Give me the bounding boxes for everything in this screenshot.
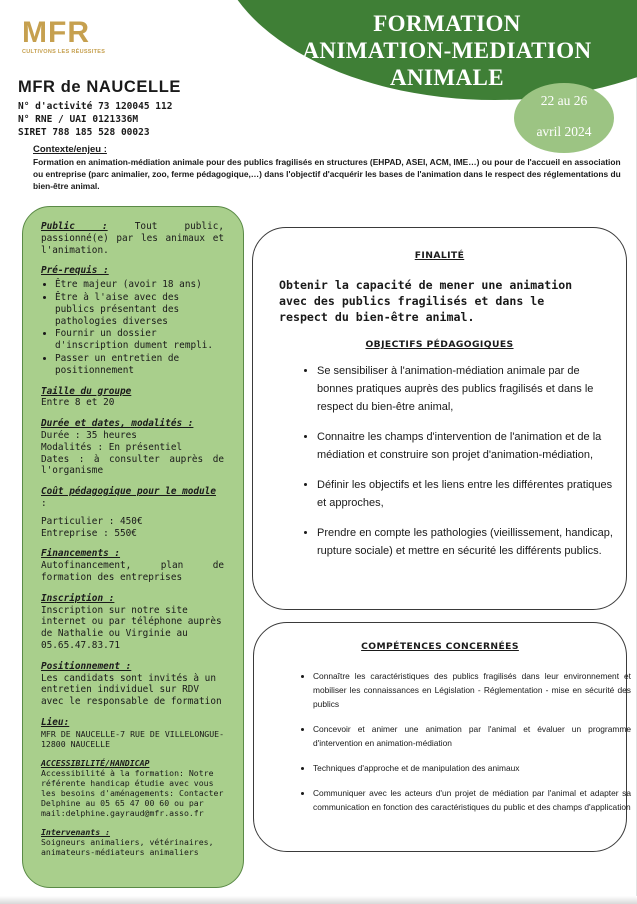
public-section	[41, 221, 224, 256]
logo-mark: MFR	[22, 16, 90, 49]
positioning-text: Les candidats sont invités à un entretien individuel sur RDV avec le responsable de formation	[41, 672, 222, 708]
list-item: • Être majeur (avoir 18 ans)	[55, 279, 224, 291]
duration-line: Durée : 35 heures	[41, 429, 137, 441]
date-line-2: avril 2024	[536, 124, 592, 139]
org-siret: SIRET 788 185 528 00023	[18, 127, 150, 138]
group-size-text: Entre 8 et 20	[41, 397, 115, 409]
funding-text: Autofinancement, plan de formation des entreprises	[41, 560, 224, 583]
speakers-text: Soigneurs animaliers, vétérinaires, animateurs-médiateurs animaliers	[41, 836, 214, 857]
competences-box	[253, 622, 631, 852]
accessibility-text: Accessibilité à la formation: Notre référente handicap étudie avec vous les besoins d'aménagements: Contacter Delphine au 05 65 47 00 60 ou par mail:delphine.gayraud@mfr.asso.fr	[41, 767, 224, 818]
group-size-label: Taille du groupe	[41, 385, 132, 397]
org-info	[18, 78, 181, 139]
list-item: • Se sensibiliser à l'animation-médiation animale par de bonnes pratiques auprès des publics fragilisés et dans le respect du bien-être animal,	[317, 362, 617, 416]
group-size-section	[41, 386, 224, 410]
prereq-list	[41, 279, 224, 376]
cost-line: Entreprise : 550€	[41, 527, 137, 539]
cost-label-suffix: :	[41, 497, 47, 509]
duration-label: Durée et dates, modalités :	[41, 418, 194, 430]
list-item: • Communiquer avec les acteurs d'un projet de médiation par l'animal et adapter sa communication en fonction des caractéristiques du public et des champs d'application	[313, 786, 631, 814]
duration-line: Dates : à consulter auprès de l'organisme	[41, 453, 224, 477]
duration-line: Modalités : En présentiel	[41, 441, 183, 453]
list-item: • Être à l'aise avec des publics présentant des pathologies diverses	[55, 292, 224, 327]
list-item: • Concevoir et animer une animation par l'animal et évaluer un programme d'intervention en animation-médiation	[313, 722, 631, 750]
list-item: • Fournir un dossier d'inscription dument rempli.	[55, 328, 224, 352]
list-item: • Passer un entretien de positionnement	[55, 353, 224, 377]
mfr-logo	[22, 18, 132, 55]
context-section	[33, 144, 627, 192]
funding-section	[41, 548, 224, 583]
speakers-label: Intervenants :	[41, 826, 111, 837]
public-label: Public :	[41, 221, 108, 232]
funding-label: Financements :	[41, 548, 121, 560]
list-item: • Définir les objectifs et les liens entre les différentes pratiques et approches,	[317, 476, 617, 512]
accessibility-section	[41, 758, 224, 818]
prereq-label: Pré-requis :	[41, 265, 109, 277]
context-label: Contexte/enjeu :	[33, 144, 107, 155]
page-bottom-edge	[0, 896, 637, 904]
objectives-list	[301, 362, 617, 572]
finalite-box	[252, 227, 627, 610]
org-activity-number: N° d'activité 73 120045 112	[18, 101, 173, 112]
list-item: • Techniques d'approche et de manipulation des animaux	[313, 761, 631, 775]
speakers-section	[41, 827, 224, 857]
cost-label: Coût pédagogique pour le module	[41, 486, 216, 498]
org-name: MFR de NAUCELLE	[18, 78, 181, 96]
prereq-section	[41, 265, 224, 376]
objectives-heading: OBJECTIFS PÉDAGOGIQUES	[365, 339, 514, 350]
context-text: Formation en animation-médiation animale pour des publics fragilisés en structures (EHPAD, ASEI, ACM, IME…) ou pour de l'accueil en association ou entreprise (parc animalier, zoo, ferme pédagogique,…) dans l'objectif d'acquérir les bases de l'animation dans le respect des réglementations du bien-être animal.	[33, 157, 621, 191]
list-item: • Connaitre les champs d'intervention de l'animation et de la médiation et construire son projet d'animation-médiation,	[317, 428, 617, 464]
positioning-section	[41, 661, 224, 708]
finalite-text: Obtenir la capacité de mener une animation avec des publics fragilisés et dans le respect du bien-être animal.	[279, 278, 573, 324]
finalite-heading: FINALITÉ	[414, 250, 465, 261]
title-line-1: FORMATION	[373, 11, 521, 36]
location-label: Lieu:	[41, 716, 70, 728]
location-section	[41, 717, 224, 749]
accessibility-label: ACCESSIBILITÉ/HANDICAP	[41, 757, 150, 768]
registration-section	[41, 593, 224, 652]
cost-line: Particulier : 450€	[41, 515, 143, 527]
date-bubble	[514, 83, 614, 153]
list-item: • Prendre en compte les pathologies (vieillissement, handicap, rupture sociale) et mettre en sécurité les différents publics.	[317, 524, 617, 560]
registration-label: Inscription :	[41, 592, 115, 604]
registration-text: Inscription sur notre site internet ou par téléphone auprès de Nathalie ou Virginie au 05.65.47.83.71	[41, 604, 222, 651]
date-line-1: 22 au 26	[540, 93, 588, 108]
cost-section	[41, 486, 224, 539]
location-text: MFR DE NAUCELLE-7 RUE DE VILLELONGUE-12800 NAUCELLE	[41, 728, 224, 749]
info-panel	[22, 206, 244, 888]
positioning-label: Positionnement :	[41, 660, 132, 672]
title-line-2: ANIMATION-MEDIATION	[302, 38, 592, 63]
org-rne-number: N° RNE / UAI 0121336M	[18, 114, 139, 125]
competences-heading: COMPÉTENCES CONCERNÉES	[361, 641, 519, 652]
public-text: Tout public, passionné(e) par les animaux et l'animation.	[41, 221, 224, 256]
page-title	[262, 10, 632, 91]
competences-list	[297, 669, 631, 825]
logo-tagline: CULTIVONS LES RÉUSSITES	[22, 49, 106, 55]
title-line-3: ANIMALE	[390, 65, 504, 90]
list-item: • Connaître les caractéristiques des publics fragilisés dans leur environnement et mobiliser les connaissances en Législation - Réglementation - mise en sécurité des publics	[313, 669, 631, 711]
duration-section	[41, 418, 224, 477]
